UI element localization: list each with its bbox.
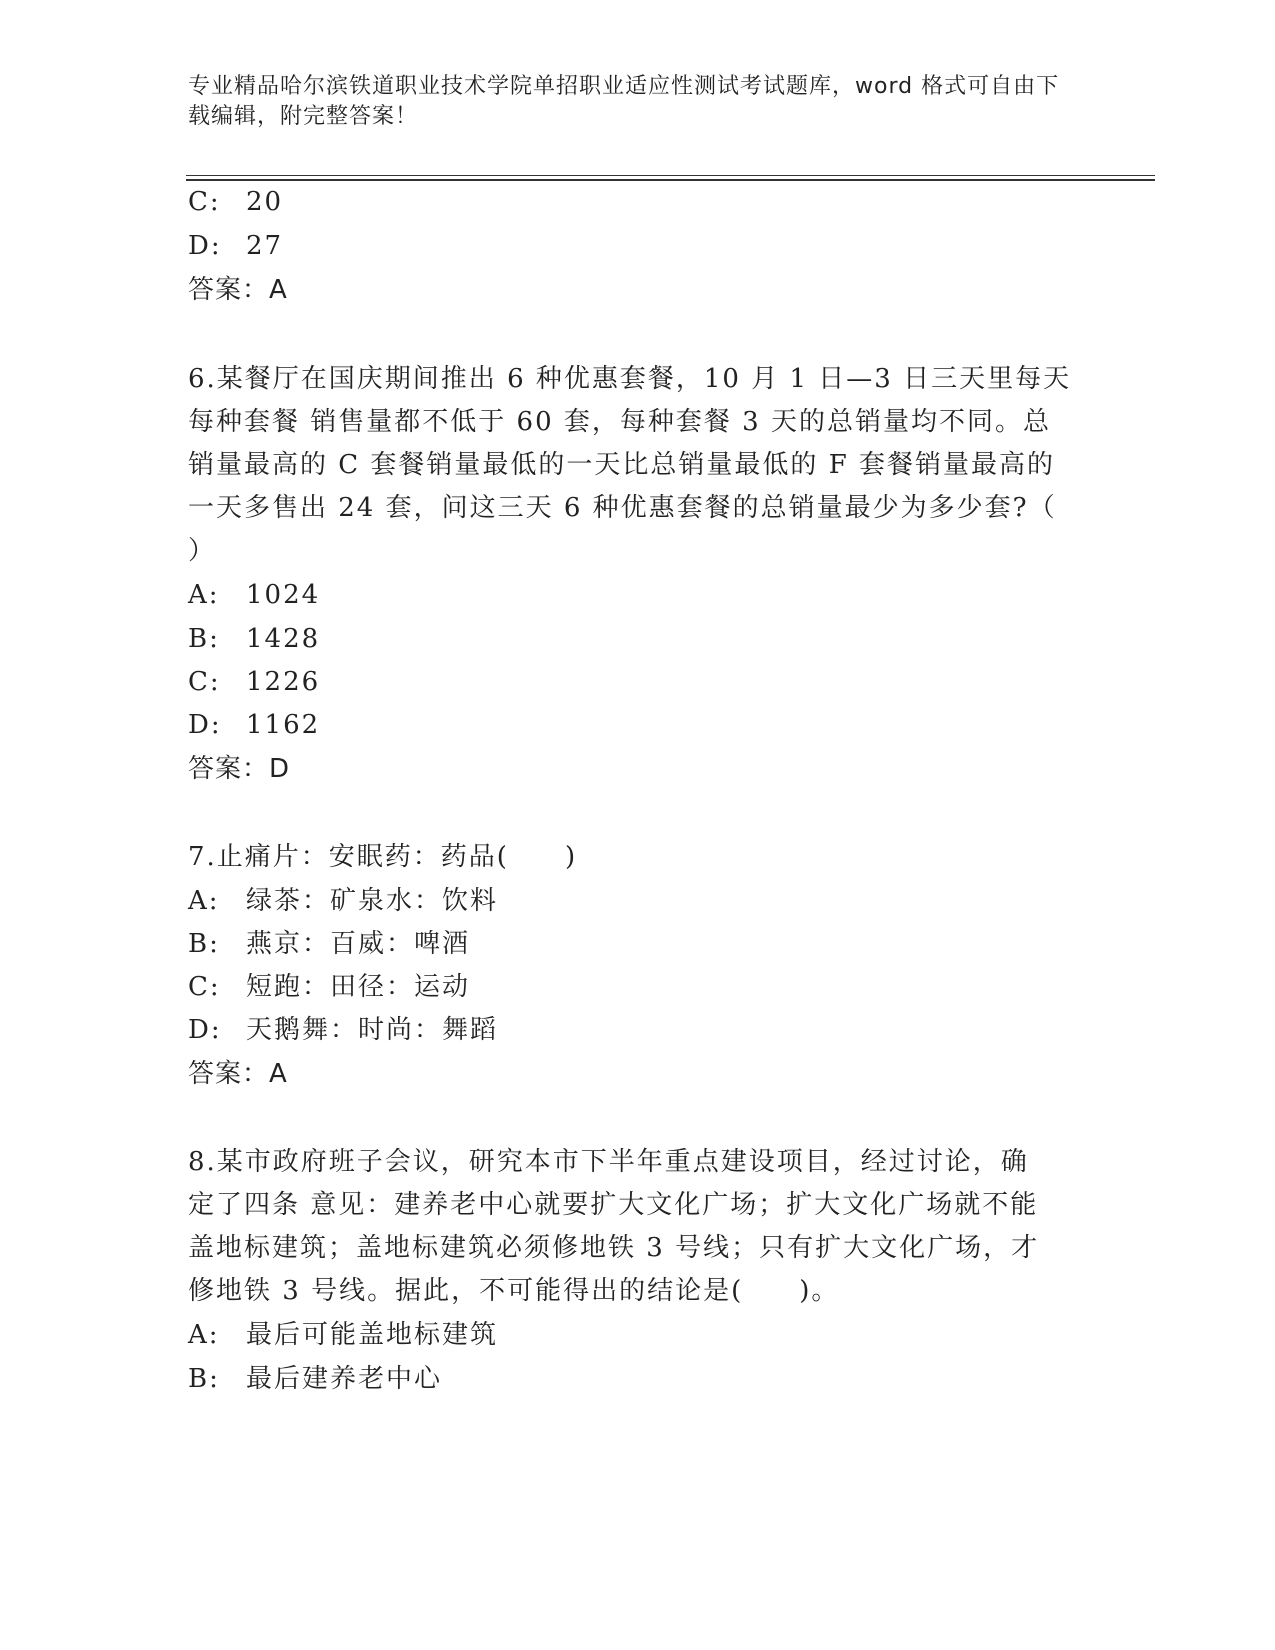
option-d: [188, 708, 320, 742]
answer-line: 答案：D: [188, 754, 291, 784]
page-header: 专业精品哈尔滨铁道职业技术学院单招职业适应性测试考试题库，word 格式可自由下载编辑，附完整答案！: [188, 74, 1060, 129]
option-text: 1226: [246, 667, 321, 697]
question-6-text-line: 一天多售出 24 套，问这三天 6 种优惠套餐的总销量最少为多少套?（: [188, 493, 1057, 523]
question-6-text-line: ）: [188, 536, 217, 566]
option-key: A:: [188, 1320, 220, 1350]
option-text: 天鹅舞：时尚：舞蹈: [246, 1015, 499, 1045]
option-text: 27: [246, 231, 284, 261]
option-key: D:: [188, 710, 222, 740]
option-key: C:: [188, 187, 221, 217]
option-a: [188, 578, 320, 612]
header-divider: [186, 175, 1155, 181]
option-key: D:: [188, 1015, 222, 1045]
option-key: D:: [188, 231, 222, 261]
question-6-text-line: 每种套餐 销售量都不低于 60 套，每种套餐 3 天的总销量均不同。总: [188, 407, 1051, 437]
option-a: [188, 884, 498, 918]
option-d: [188, 229, 283, 263]
option-text: 最后可能盖地标建筑: [246, 1320, 499, 1350]
option-text: 1428: [246, 624, 321, 654]
question-8-text-line: 8.某市政府班子会议，研究本市下半年重点建设项目，经过讨论，确: [188, 1147, 1029, 1177]
option-key: B:: [188, 624, 220, 654]
option-text: 燕京：百威：啤酒: [246, 929, 471, 959]
option-key: C:: [188, 667, 221, 697]
option-b: [188, 927, 470, 961]
option-b: [188, 622, 320, 656]
question-8-text-line: 修地铁 3 号线。据此，不可能得出的结论是( )。: [188, 1276, 840, 1306]
option-a: [188, 1318, 498, 1352]
answer-line: 答案：A: [188, 1059, 288, 1089]
question-6-text-line: 6.某餐厅在国庆期间推出 6 种优惠套餐，10 月 1 日—3 日三天里每天: [188, 364, 1072, 394]
option-b: [188, 1362, 442, 1396]
option-text: 绿茶：矿泉水：饮料: [246, 886, 499, 916]
option-key: C:: [188, 972, 221, 1002]
option-text: 最后建养老中心: [246, 1364, 443, 1394]
option-key: B:: [188, 929, 220, 959]
option-c: [188, 665, 320, 699]
option-key: A:: [188, 886, 220, 916]
question-7-text-line: 7.止痛片：安眠药：药品( ): [188, 842, 578, 872]
option-key: A:: [188, 580, 220, 610]
question-6-text-line: 销量最高的 C 套餐销量最低的一天比总销量最低的 F 套餐销量最高的: [188, 450, 1055, 480]
option-text: 短跑：田径：运动: [246, 972, 471, 1002]
option-text: 20: [246, 187, 284, 217]
answer-line: 答案：A: [188, 275, 288, 305]
question-8-text-line: 定了四条 意见：建养老中心就要扩大文化广场；扩大文化广场就不能: [188, 1190, 1039, 1220]
question-8-text-line: 盖地标建筑；盖地标建筑必须修地铁 3 号线；只有扩大文化广场，才: [188, 1233, 1040, 1263]
option-key: B:: [188, 1364, 220, 1394]
option-text: 1024: [246, 580, 321, 610]
option-c: [188, 970, 470, 1004]
option-text: 1162: [246, 710, 321, 740]
option-c: [188, 185, 283, 219]
option-d: [188, 1013, 498, 1047]
